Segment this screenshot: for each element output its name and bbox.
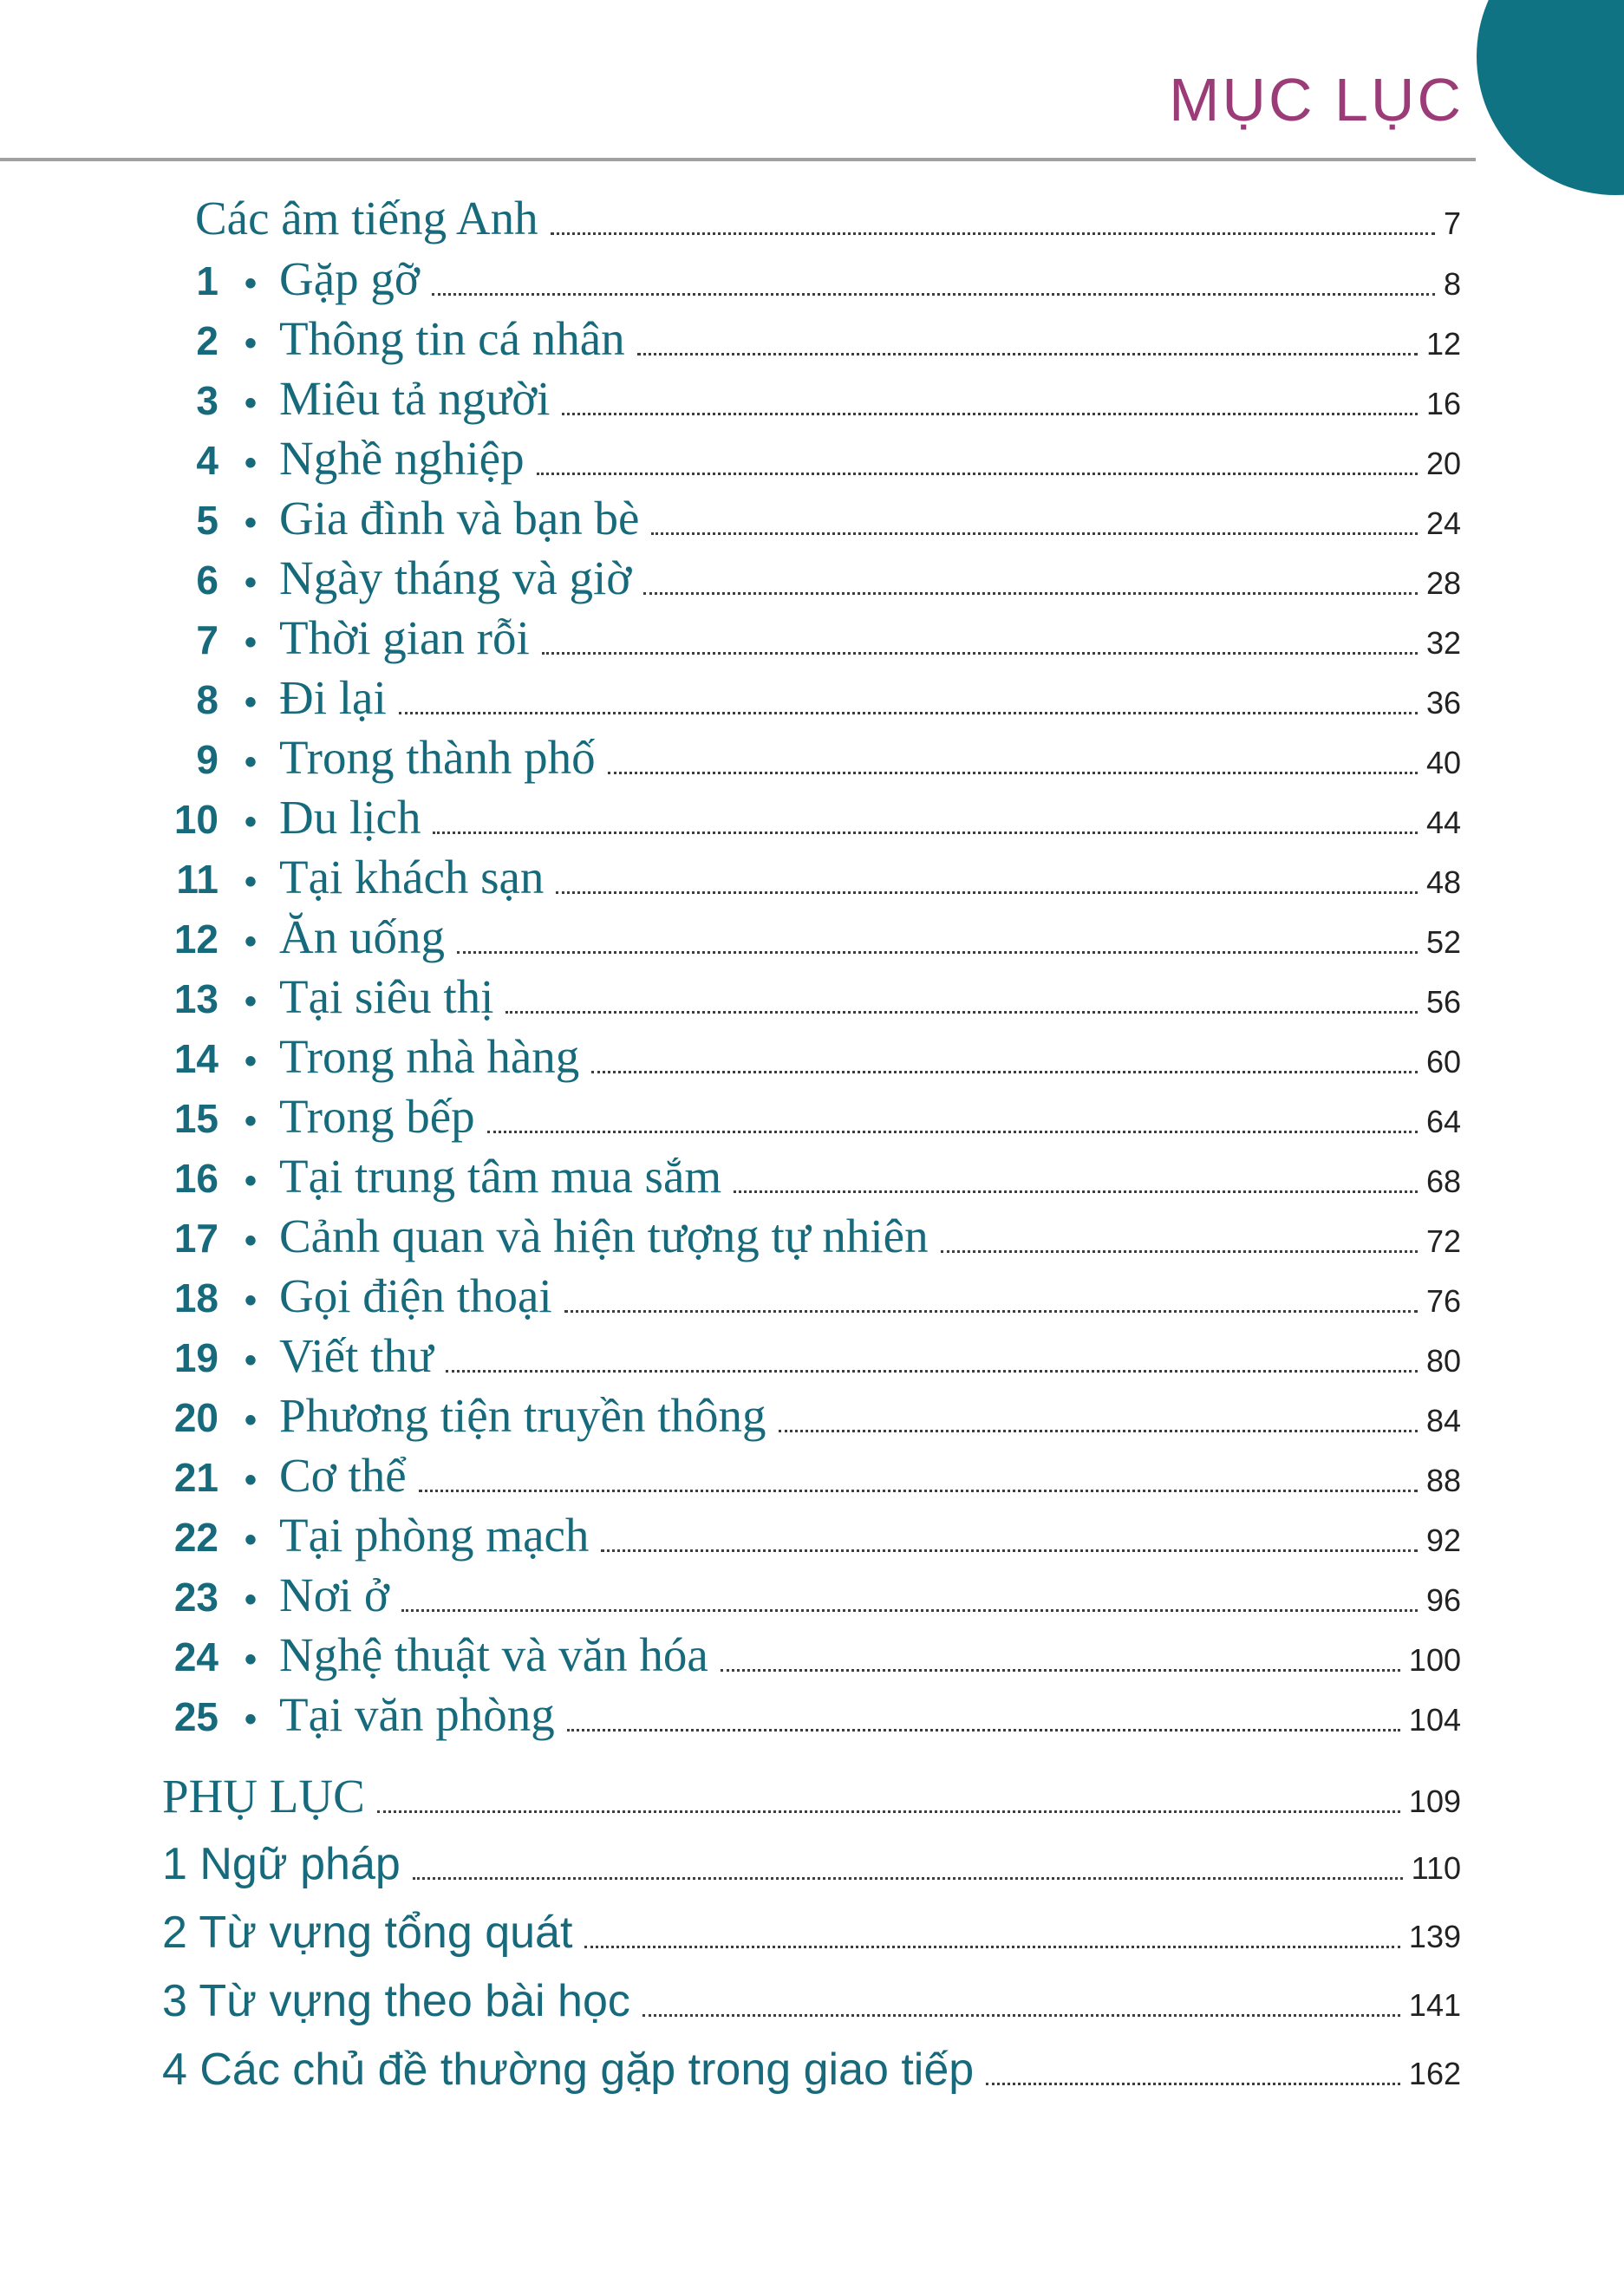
bullet-icon: • — [244, 1700, 257, 1738]
toc-chapter-row[interactable] — [145, 431, 1461, 486]
toc-appendix-title: PHỤ LỤC — [162, 1770, 365, 1823]
toc-appendix-item-page: 162 — [1408, 2056, 1461, 2091]
toc-chapter-row[interactable] — [145, 1568, 1461, 1622]
toc-chapter-title: Cơ thể — [279, 1449, 407, 1502]
toc-chapter-row[interactable] — [145, 1448, 1461, 1503]
toc-chapter-row[interactable] — [145, 1209, 1461, 1263]
toc-chapter-title: Thời gian rỗi — [279, 611, 530, 664]
toc-leader-dots — [642, 2014, 1400, 2017]
toc-chapter-page: 68 — [1425, 1164, 1461, 1199]
toc-chapter-row[interactable] — [145, 251, 1461, 306]
bullet-icon: • — [244, 743, 257, 781]
toc-chapter-title: Ăn uống — [279, 910, 445, 963]
toc-leader-dots — [542, 652, 1418, 655]
toc-chapter-row[interactable] — [145, 1029, 1461, 1084]
bullet-icon: • — [244, 384, 257, 422]
toc-chapter-number: 22 — [173, 1515, 218, 1560]
bullet-icon: • — [244, 923, 257, 961]
toc-chapter-row[interactable] — [145, 1508, 1461, 1562]
toc-leader-dots — [637, 353, 1418, 355]
toc-chapter-page: 52 — [1425, 924, 1461, 960]
bullet-icon: • — [244, 1461, 257, 1499]
toc-leader-dots — [556, 891, 1418, 894]
bullet-icon: • — [244, 1162, 257, 1200]
toc-chapter-number: 9 — [196, 737, 218, 782]
toc-leader-dots — [567, 1729, 1400, 1731]
toc-chapter-title: Nghề nghiệp — [279, 432, 525, 485]
toc-chapter-number: 20 — [173, 1395, 218, 1440]
toc-chapter-number: 15 — [173, 1096, 218, 1141]
toc-leader-dots — [401, 1609, 1418, 1612]
toc-chapter-row[interactable] — [145, 850, 1461, 904]
bullet-icon: • — [244, 1281, 257, 1320]
toc-chapter-row[interactable] — [145, 969, 1461, 1024]
toc-chapter-page: 28 — [1425, 565, 1461, 601]
toc-chapter-title: Ngày tháng và giờ — [279, 551, 632, 604]
toc-appendix-row[interactable] — [162, 1907, 1461, 1959]
toc-chapter-row[interactable] — [145, 311, 1461, 366]
toc-chapter-title: Gia đình và bạn bè — [279, 492, 640, 545]
bullet-icon: • — [244, 1521, 257, 1559]
toc-chapter-title: Gặp gỡ — [279, 252, 420, 305]
toc-chapter-title: Tại trung tâm mua sắm — [279, 1150, 722, 1203]
toc-chapter-number: 18 — [173, 1275, 218, 1321]
bullet-icon: • — [244, 324, 257, 362]
bullet-icon: • — [244, 444, 257, 482]
toc-chapter-title: Thông tin cá nhân — [279, 312, 625, 365]
toc-chapter-row[interactable] — [145, 1089, 1461, 1144]
toc-chapter-number: 16 — [173, 1156, 218, 1201]
toc-chapter-row[interactable] — [145, 551, 1461, 605]
toc-chapter-title: Nghệ thuật và văn hóa — [279, 1628, 708, 1681]
toc-chapter-page: 40 — [1425, 745, 1461, 780]
toc-chapter-row[interactable] — [145, 670, 1461, 725]
toc-leader-dots — [457, 951, 1418, 954]
toc-chapter-row[interactable] — [145, 1268, 1461, 1323]
bullet-icon: • — [244, 1341, 257, 1379]
toc-chapter-page: 56 — [1425, 984, 1461, 1020]
toc-leader-dots — [399, 712, 1418, 714]
toc-chapter-number: 7 — [196, 617, 218, 662]
toc-appendix-page: 109 — [1408, 1784, 1461, 1819]
toc-chapter-page: 84 — [1425, 1403, 1461, 1438]
toc-leader-dots — [564, 1310, 1418, 1313]
toc-intro-title: Các âm tiếng Anh — [195, 192, 538, 245]
toc-chapter-title: Trong thành phố — [279, 731, 596, 784]
toc-leader-dots — [941, 1250, 1418, 1253]
toc-chapter-title: Trong bếp — [279, 1090, 475, 1143]
toc-chapter-number: 24 — [173, 1634, 218, 1679]
bullet-icon: • — [244, 803, 257, 841]
toc-chapter-row[interactable] — [145, 790, 1461, 845]
toc-leader-dots — [419, 1490, 1418, 1492]
toc-chapter-title: Phương tiện truyền thông — [279, 1389, 766, 1442]
toc-leader-dots — [433, 831, 1418, 834]
toc-chapter-number: 8 — [196, 677, 218, 722]
toc-chapter-page: 36 — [1425, 685, 1461, 721]
toc-chapter-number: 1 — [196, 258, 218, 303]
toc-appendix-item-title: 3 Từ vựng theo bài học — [162, 1976, 630, 2026]
toc-chapter-row[interactable] — [145, 1388, 1461, 1443]
toc-appendix-item-page: 139 — [1408, 1919, 1461, 1954]
bullet-icon: • — [244, 564, 257, 602]
toc-chapter-page: 96 — [1425, 1582, 1461, 1618]
toc-chapter-row[interactable] — [145, 610, 1461, 665]
toc-leader-dots — [413, 1877, 1403, 1880]
toc-chapter-title: Tại siêu thị — [279, 970, 494, 1023]
toc-chapter-page: 48 — [1425, 864, 1461, 900]
page-title: MỤC LỤC — [1169, 66, 1464, 134]
bullet-icon: • — [244, 1401, 257, 1439]
toc-chapter-title: Miêu tả người — [279, 372, 551, 425]
toc-chapter-row[interactable] — [145, 491, 1461, 545]
toc-chapter-number: 3 — [196, 378, 218, 423]
toc-appendix-item-page: 141 — [1408, 1987, 1461, 2023]
toc-appendix-row[interactable] — [162, 1838, 1461, 1890]
toc-chapter-number: 23 — [173, 1575, 218, 1620]
toc-leader-dots — [487, 1131, 1418, 1133]
bullet-icon: • — [244, 1042, 257, 1080]
bullet-icon: • — [244, 683, 257, 721]
toc-chapter-number: 4 — [196, 438, 218, 483]
toc-chapter-row[interactable] — [145, 371, 1461, 426]
toc-chapter-number: 11 — [176, 857, 218, 902]
toc-chapter-page: 76 — [1425, 1283, 1461, 1319]
toc-chapter-row[interactable] — [145, 1328, 1461, 1383]
toc-leader-dots — [779, 1430, 1418, 1432]
toc-chapter-title: Nơi ở — [279, 1568, 389, 1621]
toc-chapter-page: 80 — [1425, 1343, 1461, 1379]
toc-chapter-number: 10 — [173, 797, 218, 842]
toc-leader-dots — [986, 2083, 1400, 2085]
toc-leader-dots — [643, 592, 1418, 595]
toc-appendix-item-page: 110 — [1411, 1850, 1461, 1886]
bullet-icon: • — [244, 982, 257, 1021]
corner-circle-decoration — [1477, 0, 1624, 195]
toc-chapter-page: 24 — [1425, 505, 1461, 541]
toc-chapter-number: 19 — [173, 1335, 218, 1380]
toc-appendix-item-title: 4 Các chủ đề thường gặp trong giao tiếp — [162, 2044, 975, 2095]
toc-chapter-number: 13 — [173, 976, 218, 1021]
toc-chapter-number: 6 — [196, 558, 218, 603]
toc-appendix-row[interactable] — [162, 2044, 1461, 2096]
toc-chapter-page: 12 — [1425, 326, 1461, 362]
bullet-icon: • — [244, 1640, 257, 1679]
bullet-icon: • — [244, 863, 257, 901]
toc-leader-dots — [562, 413, 1417, 415]
toc-chapter-page: 16 — [1425, 386, 1461, 421]
toc-chapter-page: 104 — [1408, 1702, 1461, 1738]
toc-chapter-number: 17 — [173, 1216, 218, 1261]
toc-intro-row[interactable] — [195, 191, 1461, 245]
toc-chapter-number: 14 — [173, 1036, 218, 1081]
toc-leader-dots — [601, 1549, 1418, 1552]
toc-chapter-page: 100 — [1408, 1642, 1461, 1678]
bullet-icon: • — [244, 504, 257, 542]
toc-leader-dots — [721, 1669, 1400, 1672]
toc-chapter-page: 20 — [1425, 446, 1461, 481]
toc-chapter-title: Cảnh quan và hiện tượng tự nhiên — [279, 1210, 929, 1262]
toc-chapter-page: 88 — [1425, 1463, 1461, 1498]
bullet-icon: • — [244, 1102, 257, 1140]
bullet-icon: • — [244, 264, 257, 303]
toc-chapter-title: Du lịch — [279, 791, 421, 844]
toc-chapter-row[interactable] — [145, 730, 1461, 785]
toc-chapter-row[interactable] — [145, 1149, 1461, 1203]
toc-chapter-page: 32 — [1425, 625, 1461, 661]
toc-appendix-row[interactable] — [162, 1975, 1461, 2027]
toc-chapter-number: 2 — [196, 318, 218, 363]
toc-leader-dots — [734, 1190, 1418, 1193]
toc-leader-dots — [446, 1370, 1418, 1373]
header-divider — [0, 158, 1476, 161]
toc-intro-page: 7 — [1443, 205, 1461, 241]
bullet-icon: • — [244, 1222, 257, 1260]
toc-leader-dots — [551, 232, 1435, 235]
toc-chapter-title: Tại phòng mạch — [279, 1509, 590, 1562]
toc-chapter-title: Viết thư — [279, 1329, 434, 1382]
toc-chapter-row[interactable] — [145, 910, 1461, 964]
toc-chapter-page: 92 — [1425, 1523, 1461, 1558]
toc-chapter-row[interactable] — [145, 1687, 1461, 1742]
toc-chapter-title: Đi lại — [279, 671, 387, 724]
toc-chapter-title: Trong nhà hàng — [279, 1030, 580, 1083]
toc-chapter-title: Gọi điện thoại — [279, 1269, 552, 1322]
toc-chapter-number: 25 — [173, 1694, 218, 1739]
toc-leader-dots — [591, 1071, 1418, 1073]
toc-leader-dots — [608, 772, 1418, 774]
toc-leader-dots — [432, 293, 1435, 296]
toc-chapter-title: Tại khách sạn — [279, 851, 545, 903]
toc-chapter-page: 44 — [1425, 805, 1461, 840]
toc-chapter-title: Tại văn phòng — [279, 1688, 555, 1741]
toc-chapter-row[interactable] — [145, 1627, 1461, 1682]
toc-chapter-page: 72 — [1425, 1223, 1461, 1259]
toc-leader-dots — [505, 1011, 1418, 1014]
toc-chapter-number: 21 — [173, 1455, 218, 1500]
toc-appendix-item-title: 2 Từ vựng tổng quát — [162, 1908, 573, 1958]
toc-chapter-page: 60 — [1425, 1044, 1461, 1079]
bullet-icon: • — [244, 1581, 257, 1619]
toc-leader-dots — [584, 1946, 1400, 1948]
bullet-icon: • — [244, 623, 257, 662]
toc-leader-dots — [537, 473, 1418, 475]
toc-leader-dots — [377, 1810, 1400, 1813]
toc-chapter-page: 8 — [1443, 266, 1461, 302]
toc-chapter-number: 5 — [196, 498, 218, 543]
toc-chapter-page: 64 — [1425, 1104, 1461, 1139]
toc-chapter-number: 12 — [173, 916, 218, 962]
toc-appendix-item-title: 1 Ngữ pháp — [162, 1839, 401, 1889]
toc-leader-dots — [651, 532, 1418, 535]
toc-appendix-heading[interactable] — [162, 1769, 1461, 1823]
